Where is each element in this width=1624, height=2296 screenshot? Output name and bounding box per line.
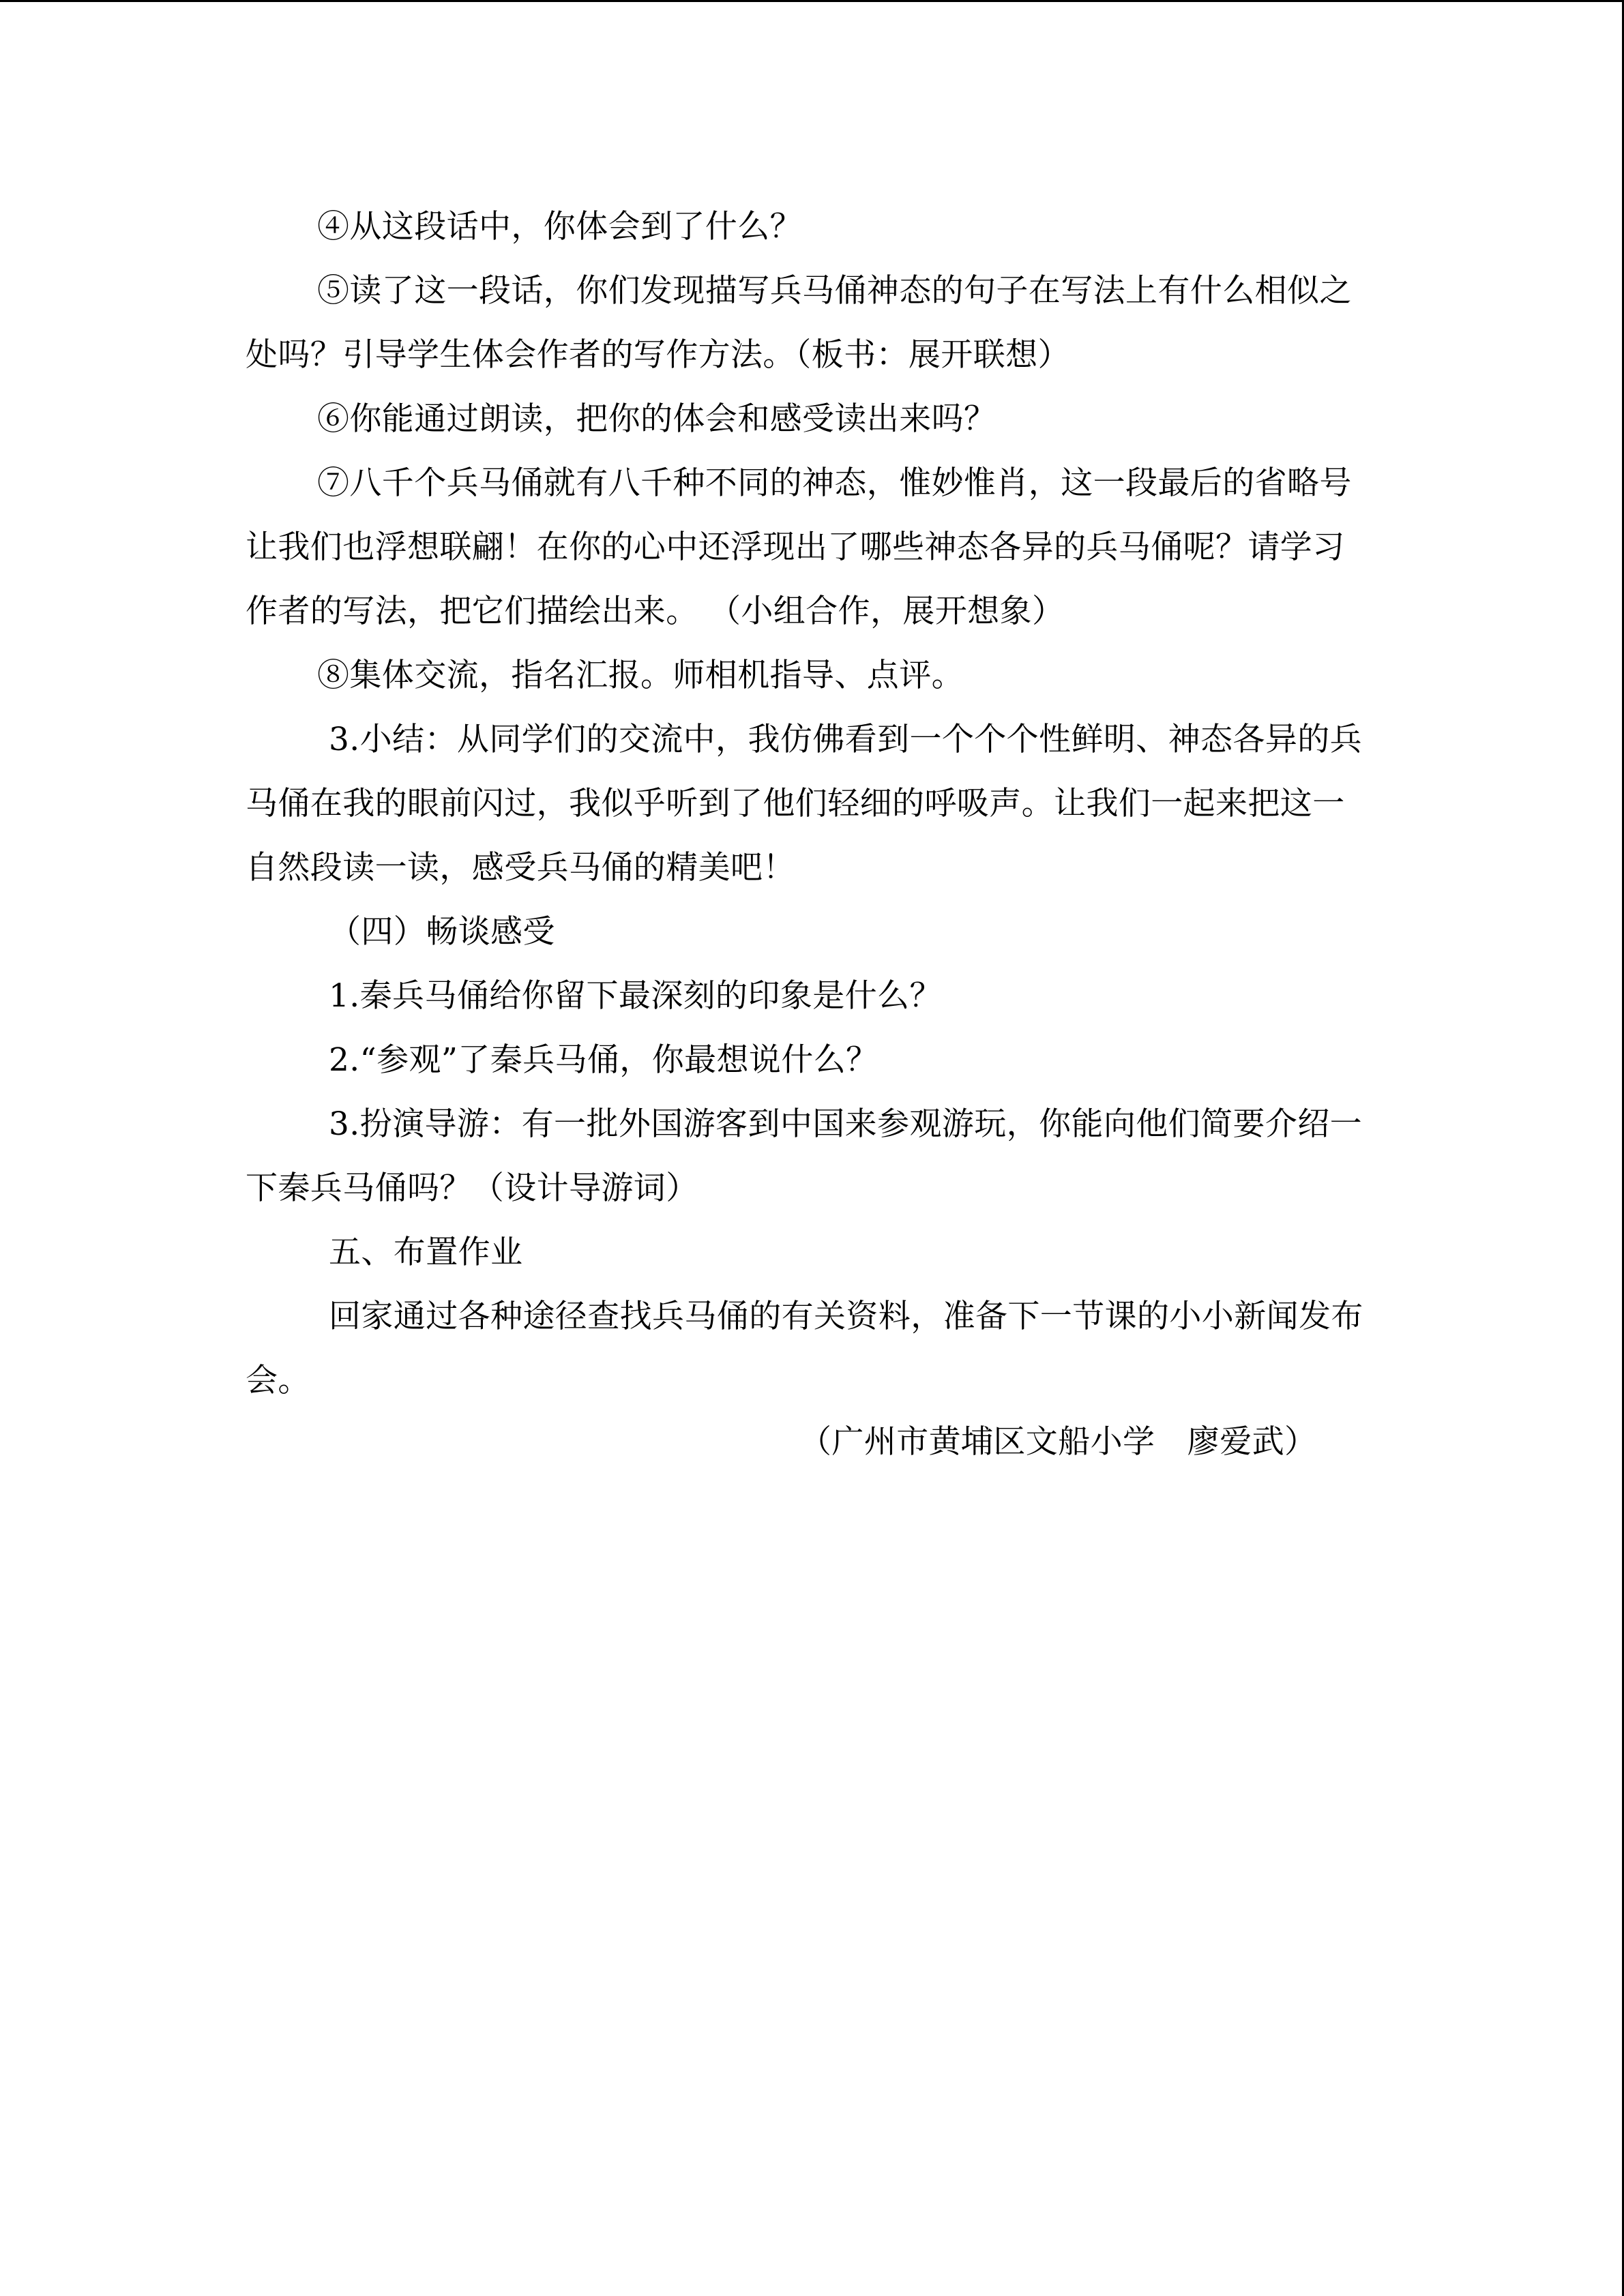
paragraph-line: 自然段读一读，感受兵马俑的精美吧！ [246,849,795,886]
paragraph-line: 下秦兵马俑吗？（设计导游词） [246,1169,698,1207]
section-heading: 五、布置作业 [329,1234,523,1271]
paragraph-line: ⑤读了这一段话，你们发现描写兵马俑神态的句子在写法上有什么相似之 [317,272,1352,310]
paragraph-line: ⑧集体交流，指名汇报。师相机指导、点评。 [317,657,964,694]
paragraph-line: 让我们也浮想联翩！在你的心中还浮现出了哪些神态各异的兵马俑呢？请学习 [246,528,1345,566]
paragraph-line: ⑦八千个兵马俑就有八千种不同的神态，惟妙惟肖，这一段最后的省略号 [317,464,1352,502]
paragraph-line: 3.小结：从同学们的交流中，我仿佛看到一个个个性鲜明、神态各异的兵 [329,721,1363,758]
paragraph-line: ⑥你能通过朗读，把你的体会和感受读出来吗？ [317,400,996,438]
paragraph-line: 3.扮演导游：有一批外国游客到中国来参观游玩，你能向他们简要介绍一 [329,1105,1363,1143]
paragraph-line: 处吗？引导学生体会作者的写作方法。（板书：展开联想） [246,336,1070,374]
paragraph-line: 马俑在我的眼前闪过，我似乎听到了他们轻细的呼吸声。让我们一起来把这一 [246,785,1345,822]
author-signature: （广州市黄埔区文船小学 廖爱武） [799,1423,1317,1461]
paragraph-line: 会。 [246,1362,310,1399]
paragraph-line: 2.“参观”了秦兵马俑，你最想说什么？ [329,1041,879,1079]
paragraph-line: 作者的写法，把它们描绘出来。 （小组合作，展开想象） [246,593,1065,630]
paragraph-line: ④从这段话中，你体会到了什么？ [317,208,802,245]
paragraph-line: 回家通过各种途径查找兵马俑的有关资料，准备下一节课的小小新闻发布 [329,1298,1363,1335]
section-heading: （四）畅谈感受 [329,913,555,951]
page-border-top [0,0,1624,2]
paragraph-line: 1.秦兵马俑给你留下最深刻的印象是什么？ [329,977,942,1015]
